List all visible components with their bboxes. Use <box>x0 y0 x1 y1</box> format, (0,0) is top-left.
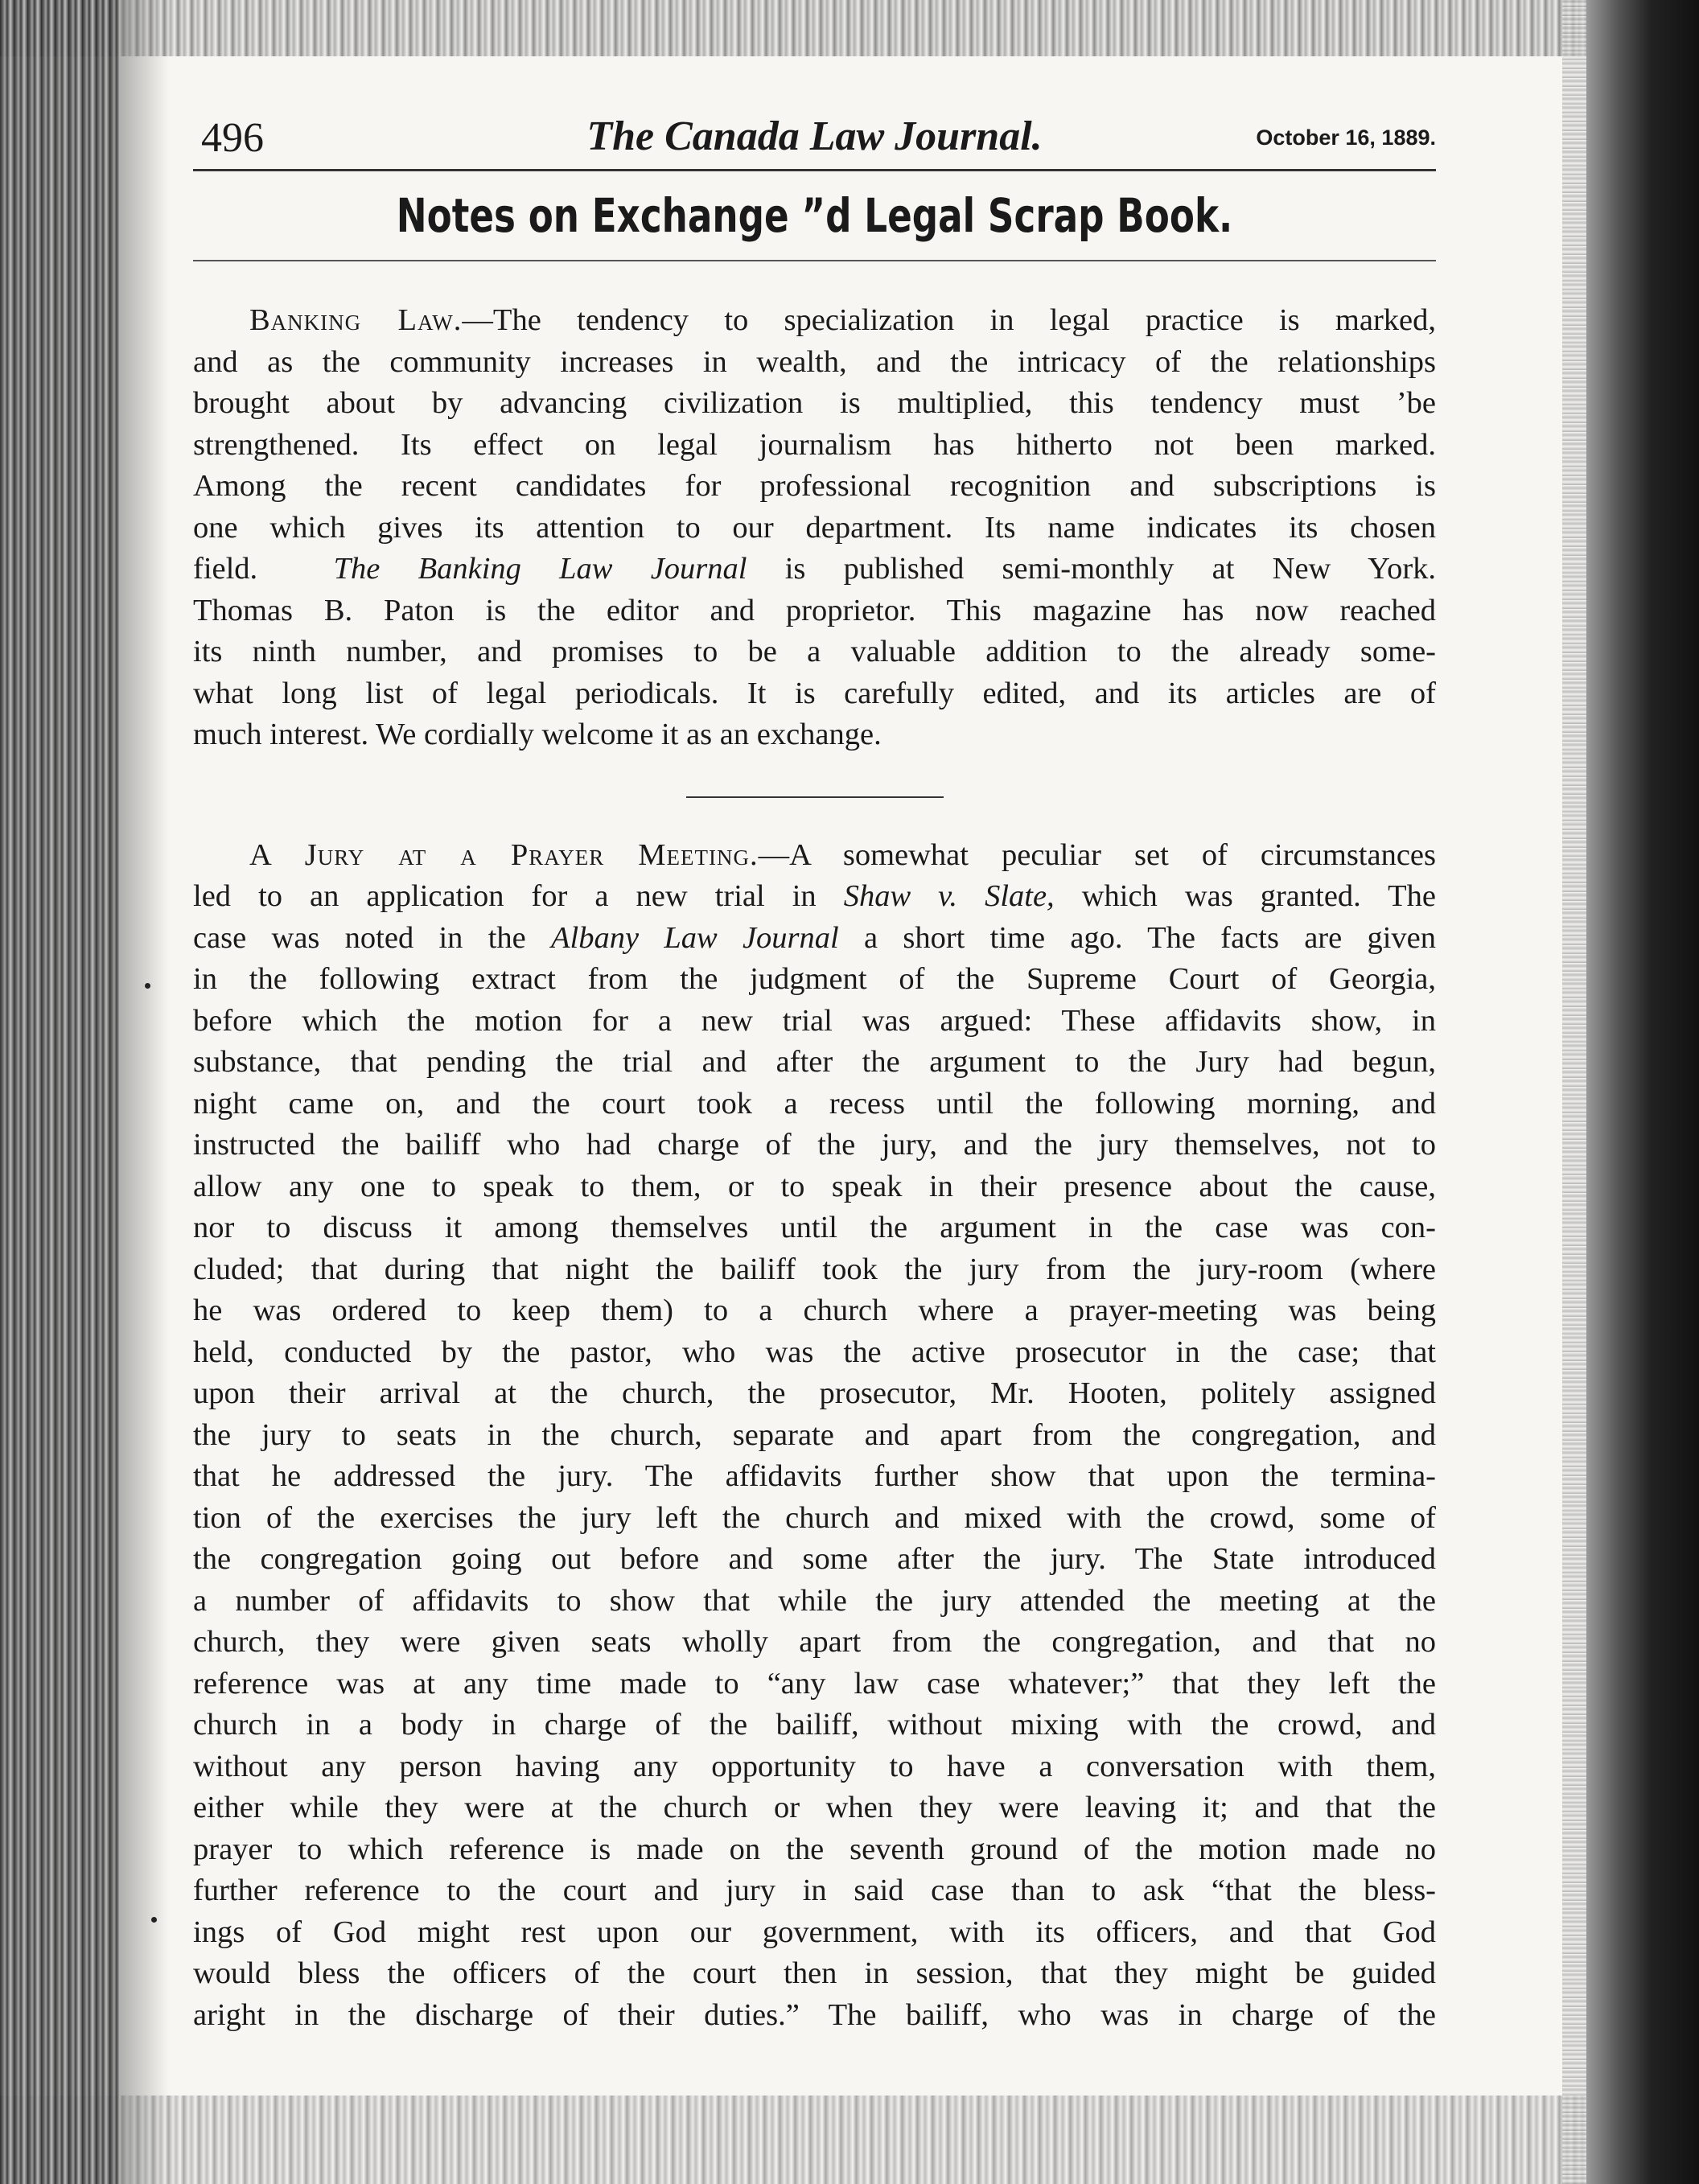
scan-edge-bottom <box>0 2096 1699 2184</box>
text-line: further reference to the court and jury in said case than to ask “that the bless- <box>193 1873 1436 1907</box>
text-line: one which gives its attention to our department. Its name indicates its chosen <box>193 510 1436 545</box>
scan-speck <box>151 1917 157 1923</box>
text-line: and as the community increases in wealth, and the intricacy of the relationships <box>193 344 1436 379</box>
article-paragraph <box>193 835 1436 2037</box>
text-line: allow any one to speak to them, or to speak in their presence about the cause, <box>193 1169 1436 1203</box>
text-line: A Jury at a Prayer Meeting.—A somewhat peculiar set of circumstances <box>249 837 1436 872</box>
scan-binding-edge <box>0 0 121 2184</box>
text-line: what long list of legal periodicals. It is carefully edited, and its articles are of <box>193 676 1436 710</box>
scan-binding-shadow <box>121 0 169 2184</box>
text-line: in the following extract from the judgment of the Supreme Court of Georgia, <box>193 962 1436 996</box>
text-line: case was noted in the Albany Law Journal a short time ago. The facts are given <box>193 920 1437 955</box>
article-divider <box>686 796 944 798</box>
scan-speck <box>145 983 150 989</box>
text-line: reference was at any time made to “any law case whatever;” that they left the <box>193 1666 1436 1701</box>
article-banking-law <box>193 300 1436 756</box>
text-line: brought about by advancing civilization is multiplied, this tendency must ’be <box>193 386 1436 420</box>
text-line: strengthened. Its effect on legal journalism has hitherto not been marked. <box>193 427 1436 462</box>
text-line: tion of the exercises the jury left the church and mixed with the crowd, some of <box>193 1500 1436 1535</box>
text-line: cluded; that during that night the bailiff took the jury from the jury-room (where <box>193 1252 1436 1286</box>
scan-edge-right-noise <box>1562 0 1586 2184</box>
text-line: the jury to seats in the church, separate and apart from the congregation, and <box>193 1417 1436 1452</box>
text-line: night came on, and the court took a recess until the following morning, and <box>193 1086 1436 1121</box>
text-line: much interest. We cordially welcome it as an exchange. <box>193 718 882 751</box>
journal-page <box>193 105 1436 2036</box>
text-line: would bless the officers of the court then in session, that they might be guided <box>193 1956 1436 1990</box>
text-line: without any person having any opportunity to have a conversation with them, <box>193 1749 1436 1783</box>
case-citation: Shaw v. Slate, <box>843 879 1055 913</box>
issue-date: October 16, 1889. <box>1256 125 1436 150</box>
text-line: church, they were given seats wholly apart from the congregation, and that no <box>193 1625 1436 1659</box>
header-rule <box>193 169 1436 171</box>
section-title: Notes on Exchange ”d Legal Scrap Book. <box>396 188 1233 243</box>
article-heading: A Jury at a Prayer Meeting. <box>249 837 759 872</box>
journal-citation: Albany Law Journal <box>551 920 839 955</box>
text-line: prayer to which reference is made on the seventh ground of the motion made no <box>193 1832 1436 1866</box>
text-line: that he addressed the jury. The affidavits further show that upon the termina- <box>193 1459 1436 1493</box>
article-heading: Banking Law. <box>249 303 463 337</box>
text-line: substance, that pending the trial and after the argument to the Jury had begun, <box>193 1045 1436 1079</box>
text-line: ings of God might rest upon our government, with its officers, and that God <box>193 1915 1436 1949</box>
text-line: Banking Law.—The tendency to specialization in legal practice is marked, <box>249 303 1436 337</box>
text-line: Among the recent candidates for professional recognition and subscriptions is <box>193 469 1436 503</box>
text-line: led to an application for a new trial in Shaw v. Slate, which was granted. The <box>193 879 1436 913</box>
text-line: aright in the discharge of their duties.” The bailiff, who was in charge of the <box>193 1997 1436 2032</box>
text-line: field. The Banking Law Journal is published semi-monthly at New York. <box>193 552 1437 586</box>
text-line: held, conducted by the pastor, who was the active prosecutor in the case; that <box>193 1335 1436 1369</box>
text-line: its ninth number, and promises to be a valuable addition to the already some- <box>193 635 1436 668</box>
text-line: Thomas B. Paton is the editor and proprietor. This magazine has now reached <box>193 593 1436 627</box>
running-head <box>193 105 1436 169</box>
text-line: either while they were at the church or when they were leaving it; and that the <box>193 1791 1436 1824</box>
section-rule <box>193 260 1436 261</box>
text-line: nor to discuss it among themselves until the argument in the case was con- <box>193 1211 1436 1244</box>
text-line: upon their arrival at the church, the prosecutor, Mr. Hooten, politely assigned <box>193 1376 1436 1410</box>
scan-edge-top <box>0 0 1699 56</box>
article-jury-prayer-meeting <box>193 835 1436 2037</box>
page-number: 496 <box>201 115 264 161</box>
text-line: instructed the bailiff who had charge of the jury, and the jury themselves, not to <box>193 1128 1436 1162</box>
text-line: the congregation going out before and some after the jury. The State introduced <box>193 1542 1436 1576</box>
text-line: a number of affidavits to show that while the jury attended the meeting at the <box>193 1583 1436 1618</box>
article-paragraph <box>193 300 1436 756</box>
text-line: church in a body in charge of the bailiff, without mixing with the crowd, and <box>193 1708 1436 1742</box>
journal-title: The Canada Law Journal. <box>586 113 1043 159</box>
scan-edge-right <box>1586 0 1699 2184</box>
journal-citation: The Banking Law Journal <box>333 552 747 586</box>
text-line: before which the motion for a new trial was argued: These affidavits show, in <box>193 1003 1436 1038</box>
text-line: he was ordered to keep them) to a church where a prayer-meeting was being <box>193 1294 1436 1327</box>
